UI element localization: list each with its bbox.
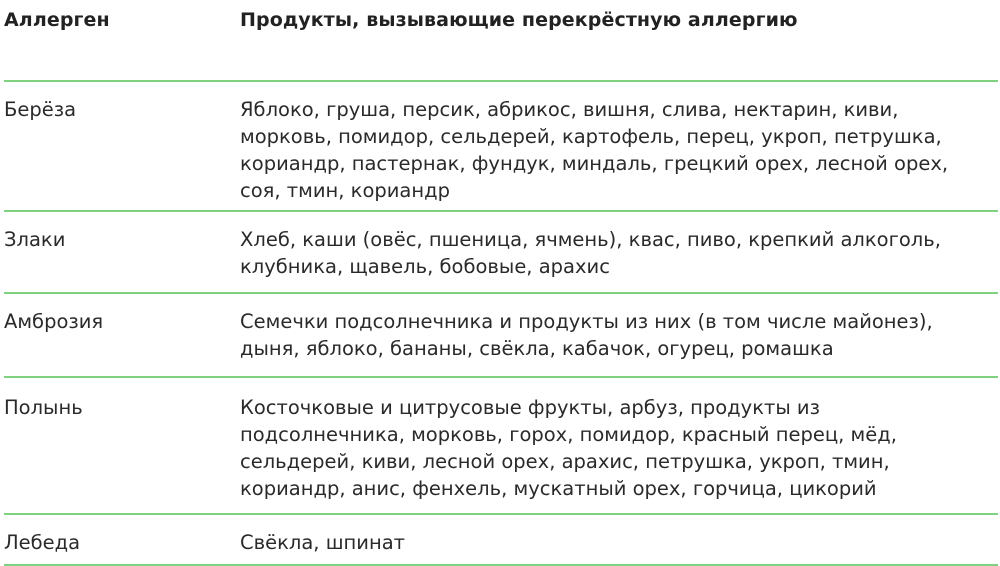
table-row (4, 82, 998, 212)
products-cell: Яблоко, груша, персик, абрикос, вишня, слива, нектарин, киви, морковь, помидор, сельдерей, картофель, перец, укроп, петрушка, кориандр, пастернак, фундук, миндаль, грецкий орех, лесной орех, соя, тмин, кориандр (240, 98, 949, 202)
products-cell: Свёкла, шпинат (240, 531, 406, 554)
products-cell: Хлеб, каши (овёс, пшеница, ячмень), квас, пиво, крепкий алкоголь, клубника, щавель, бобовые, арахис (240, 228, 941, 278)
products-cell: Семечки подсолнечника и продукты из них (в том числе майонез), дыня, яблоко, бананы, свёкла, кабачок, огурец, ромашка (240, 310, 933, 360)
table-row (4, 294, 998, 378)
allergen-cell: Полынь (4, 396, 83, 419)
table-header (4, 0, 998, 82)
products-cell: Косточковые и цитрусовые фрукты, арбуз, продукты из подсолнечника, морковь, горох, помидор, красный перец, мёд, сельдерей, киви, лесной орех, арахис, петрушка, укроп, тмин, кориандр, анис, фенхель, мускатный орех, горчица, цикорий (240, 396, 897, 500)
header-allergen: Аллерген (4, 9, 110, 31)
table-row (4, 212, 998, 294)
table-row (4, 515, 998, 566)
allergen-cell: Амброзия (4, 310, 104, 333)
header-products: Продукты, вызывающие перекрёстную аллергию (240, 9, 798, 31)
allergen-cell: Берёза (4, 98, 77, 121)
cross-allergy-table (4, 0, 998, 566)
allergen-cell: Злаки (4, 228, 66, 251)
table-row (4, 378, 998, 515)
allergen-cell: Лебеда (4, 531, 81, 554)
